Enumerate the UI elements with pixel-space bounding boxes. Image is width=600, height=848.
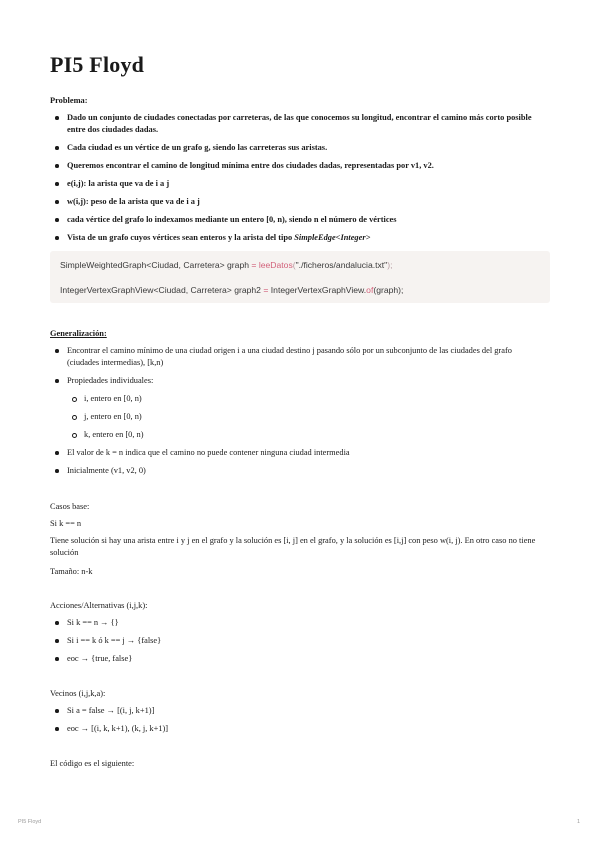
list-item: Cada ciudad es un vértice de un grafo g, siendo las carreteras sus aristas. [50, 142, 540, 154]
list-item: Si k == n → {} [50, 617, 540, 629]
sub-list-item: j, entero en [0, n) [67, 411, 540, 423]
footer-title: PI5 Floyd [18, 819, 42, 825]
code-text: SimpleWeightedGraph<Ciudad, Carretera> graph [60, 260, 252, 270]
list-item: cada vértice del grafo lo indexamos mediante un entero [0, n), siendo n el número de vértices [50, 214, 540, 226]
list-item: w(i,j): peso de la arista que va de i a j [50, 196, 540, 208]
list-item: eoc → {true, false} [50, 653, 540, 665]
code-paren: ); [387, 260, 393, 270]
problema-list [50, 112, 540, 244]
code-paren: ( [292, 260, 296, 270]
code-operator: = [263, 285, 269, 295]
vecinos-heading: Vecinos (i,j,k,a): [50, 689, 106, 698]
list-item: Queremos encontrar el camino de longitud mínima entre dos ciudades dadas, representadas por v1, v2. [50, 160, 540, 172]
list-item: Si a = false → [(i, j, k+1)] [50, 705, 540, 717]
vecinos-list [50, 705, 540, 735]
code-function: leeDatos [256, 260, 293, 270]
sub-list-item: k, entero en [0, n) [67, 429, 540, 441]
acciones-list [50, 617, 540, 665]
list-item: Si i == k ó k == j → {false} [50, 635, 540, 647]
code-text: IntegerVertexGraphView<Ciudad, Carretera> graph2 [60, 285, 264, 295]
casos-base-condition: Si k == n [50, 519, 82, 528]
list-item [50, 232, 540, 244]
sub-list-container [50, 393, 540, 441]
sub-list [67, 393, 540, 441]
list-item: Inicialmente (v1, v2, 0) [50, 465, 540, 477]
tamano-text: Tamaño: n-k [50, 567, 93, 576]
generalizacion-list [50, 345, 540, 477]
list-item: Encontrar el camino mínimo de una ciudad origen i a una ciudad destino j pasando sólo por un subconjunto de las ciudades del grafo (ciudades intermedias), [k,n) [50, 345, 540, 369]
code-text: IntegerVertexGraphView. [268, 285, 367, 295]
casos-base-description: Tiene solución si hay una arista entre i y j en el grafo y la solución es [i, j] en el grafo, y la solución es [i,j] con peso w(i, j). En otro caso no tiene solución [50, 536, 536, 557]
acciones-heading: Acciones/Alternativas (i,j,k): [50, 601, 148, 610]
code-line-2 [60, 285, 403, 295]
code-operator: = [251, 260, 257, 270]
list-item: e(i,j): la arista que va de i a j [50, 178, 540, 190]
code-string: "./ficheros/andalucia.txt" [295, 260, 388, 270]
list-item: Propiedades individuales: [50, 375, 540, 387]
list-item-text: Vista de un grafo cuyos vértices sean enteros y la arista del tipo [67, 233, 295, 242]
casos-base-heading: Casos base: [50, 502, 90, 511]
problema-heading: Problema: [50, 96, 88, 105]
sub-list-item: i, entero en [0, n) [67, 393, 540, 405]
page-title: PI5 Floyd [50, 52, 145, 77]
list-item: eoc → [(i, k, k+1), (k, j, k+1)] [50, 723, 540, 735]
list-item: Dado un conjunto de ciudades conectadas por carreteras, de las que conocemos su longitud, encontrar el camino más corto posible entre dos ciudades dadas. [50, 112, 540, 136]
code-line-1 [60, 260, 392, 270]
type-name: SimpleEdge<Integer> [294, 233, 371, 242]
generalizacion-heading: Generalización: [50, 329, 107, 338]
closing-text: El código es el siguiente: [50, 759, 135, 768]
code-text: (graph); [373, 285, 404, 295]
list-item: El valor de k = n indica que el camino no puede contener ninguna ciudad intermedia [50, 447, 540, 459]
code-function: of [366, 285, 374, 295]
page-number: 1 [577, 819, 581, 825]
code-block [50, 251, 550, 303]
